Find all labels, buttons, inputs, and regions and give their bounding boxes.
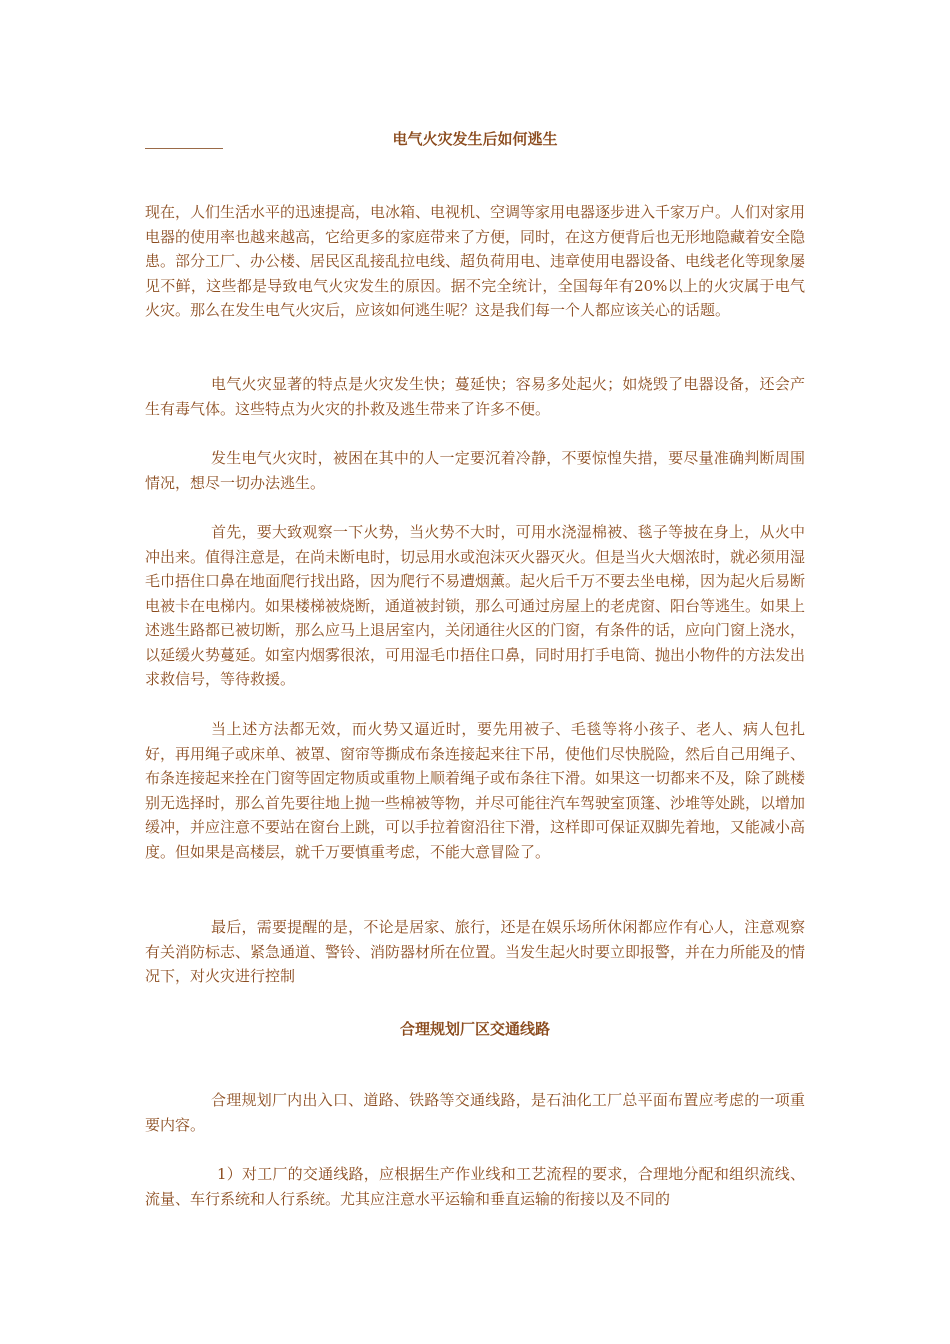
section1-paragraph-4: 首先，要大致观察一下火势，当火势不大时，可用水浇湿棉被、毯子等披在身上，从火中冲出来。值得注意是，在尚未断电时，切忌用水或泡沫灭火器灭火。但是当火大烟浓时，就必须用湿毛巾捂住口鼻在地面爬行找出路，因为爬行不易遭烟薰。起火后千万不要去坐电梯，因为起火后易断电被卡在电梯内。如果楼梯被烧断，通道被封锁，那么可通过房屋上的老虎窗、阳台等逃生。如果上述逃生路都已被切断，那么应马上退居室内，关闭通往火区的门窗，有条件的话，应向门窗上浇水，以延缓火势蔓延。如室内烟雾很浓，可用湿毛巾捂住口鼻，同时用打手电筒、抛出小物件的方法发出求救信号，等待救援。: [145, 523, 806, 688]
section1-paragraph-3: 发生电气火灾时，被困在其中的人一定要沉着冷静，不要惊惶失措，要尽量准确判断周围情况，想尽一切办法逃生。: [145, 449, 805, 492]
section1-paragraph-6: 最后，需要提醒的是，不论是居家、旅行，还是在娱乐场所休闲都应作有心人，注意观察有关消防标志、紧急通道、警铃、消防器材所在位置。当发生起火时要立即报警，并在力所能及的情况下，对火灾进行控制: [145, 918, 806, 985]
section1-paragraph-2: 电气火灾显著的特点是火灾发生快；蔓延快；容易多处起火；如烧毁了电器设备，还会产生有毒气体。这些特点为火灾的扑救及逃生带来了许多不便。: [145, 375, 805, 418]
section2-paragraph-1: 合理规划厂内出入口、道路、铁路等交通线路，是石油化工厂总平面布置应考虑的一项重要内容。: [145, 1091, 805, 1134]
section1-paragraph-5: 当上述方法都无效，而火势又逼近时，要先用被子、毛毯等将小孩子、老人、病人包扎好，再用绳子或床单、被罩、窗帘等撕成布条连接起来往下吊，使他们尽快脱险，然后自己用绳子、布条连接起来拴在门窗等固定物质或重物上顺着绳子或布条往下滑。如果这一切都来不及，除了跳楼别无选择时，那么首先要往地上抛一些棉被等物，并尽可能往汽车驾驶室顶篷、沙堆等处跳，以增加缓冲，并应注意不要站在窗台上跳，可以手拉着窗沿往下滑，这样即可保证双脚先着地，又能减小高度。但如果是高楼层，就千万要慎重考虑，不能大意冒险了。: [145, 720, 806, 861]
section2-title: 合理规划厂区交通线路: [399, 1020, 550, 1038]
section1-title: 电气火灾发生后如何逃生: [392, 130, 558, 148]
section2-paragraph-2: 1）对工厂的交通线路，应根据生产作业线和工艺流程的要求，合理地分配和组织流线、流量、车行系统和人行系统。尤其应注意水平运输和垂直运输的衔接以及不同的: [145, 1165, 805, 1208]
section1-paragraph-1: 现在，人们生活水平的迅速提高，电冰箱、电视机、空调等家用电器逐步进入千家万户。人们对家用电器的使用率也越来越高，它给更多的家庭带来了方便，同时，在这方便背后也无形地隐藏着安全隐患。部分工厂、办公楼、居民区乱接乱拉电线、超负荷用电、违章使用电器设备、电线老化等现象屡见不鲜，这些都是导致电气火灾发生的原因。据不完全统计，全国每年有20%以上的火灾属于电气火灾。那么在发生电气火灾后，应该如何逃生呢？这是我们每一个人都应该关心的话题。: [145, 203, 806, 319]
